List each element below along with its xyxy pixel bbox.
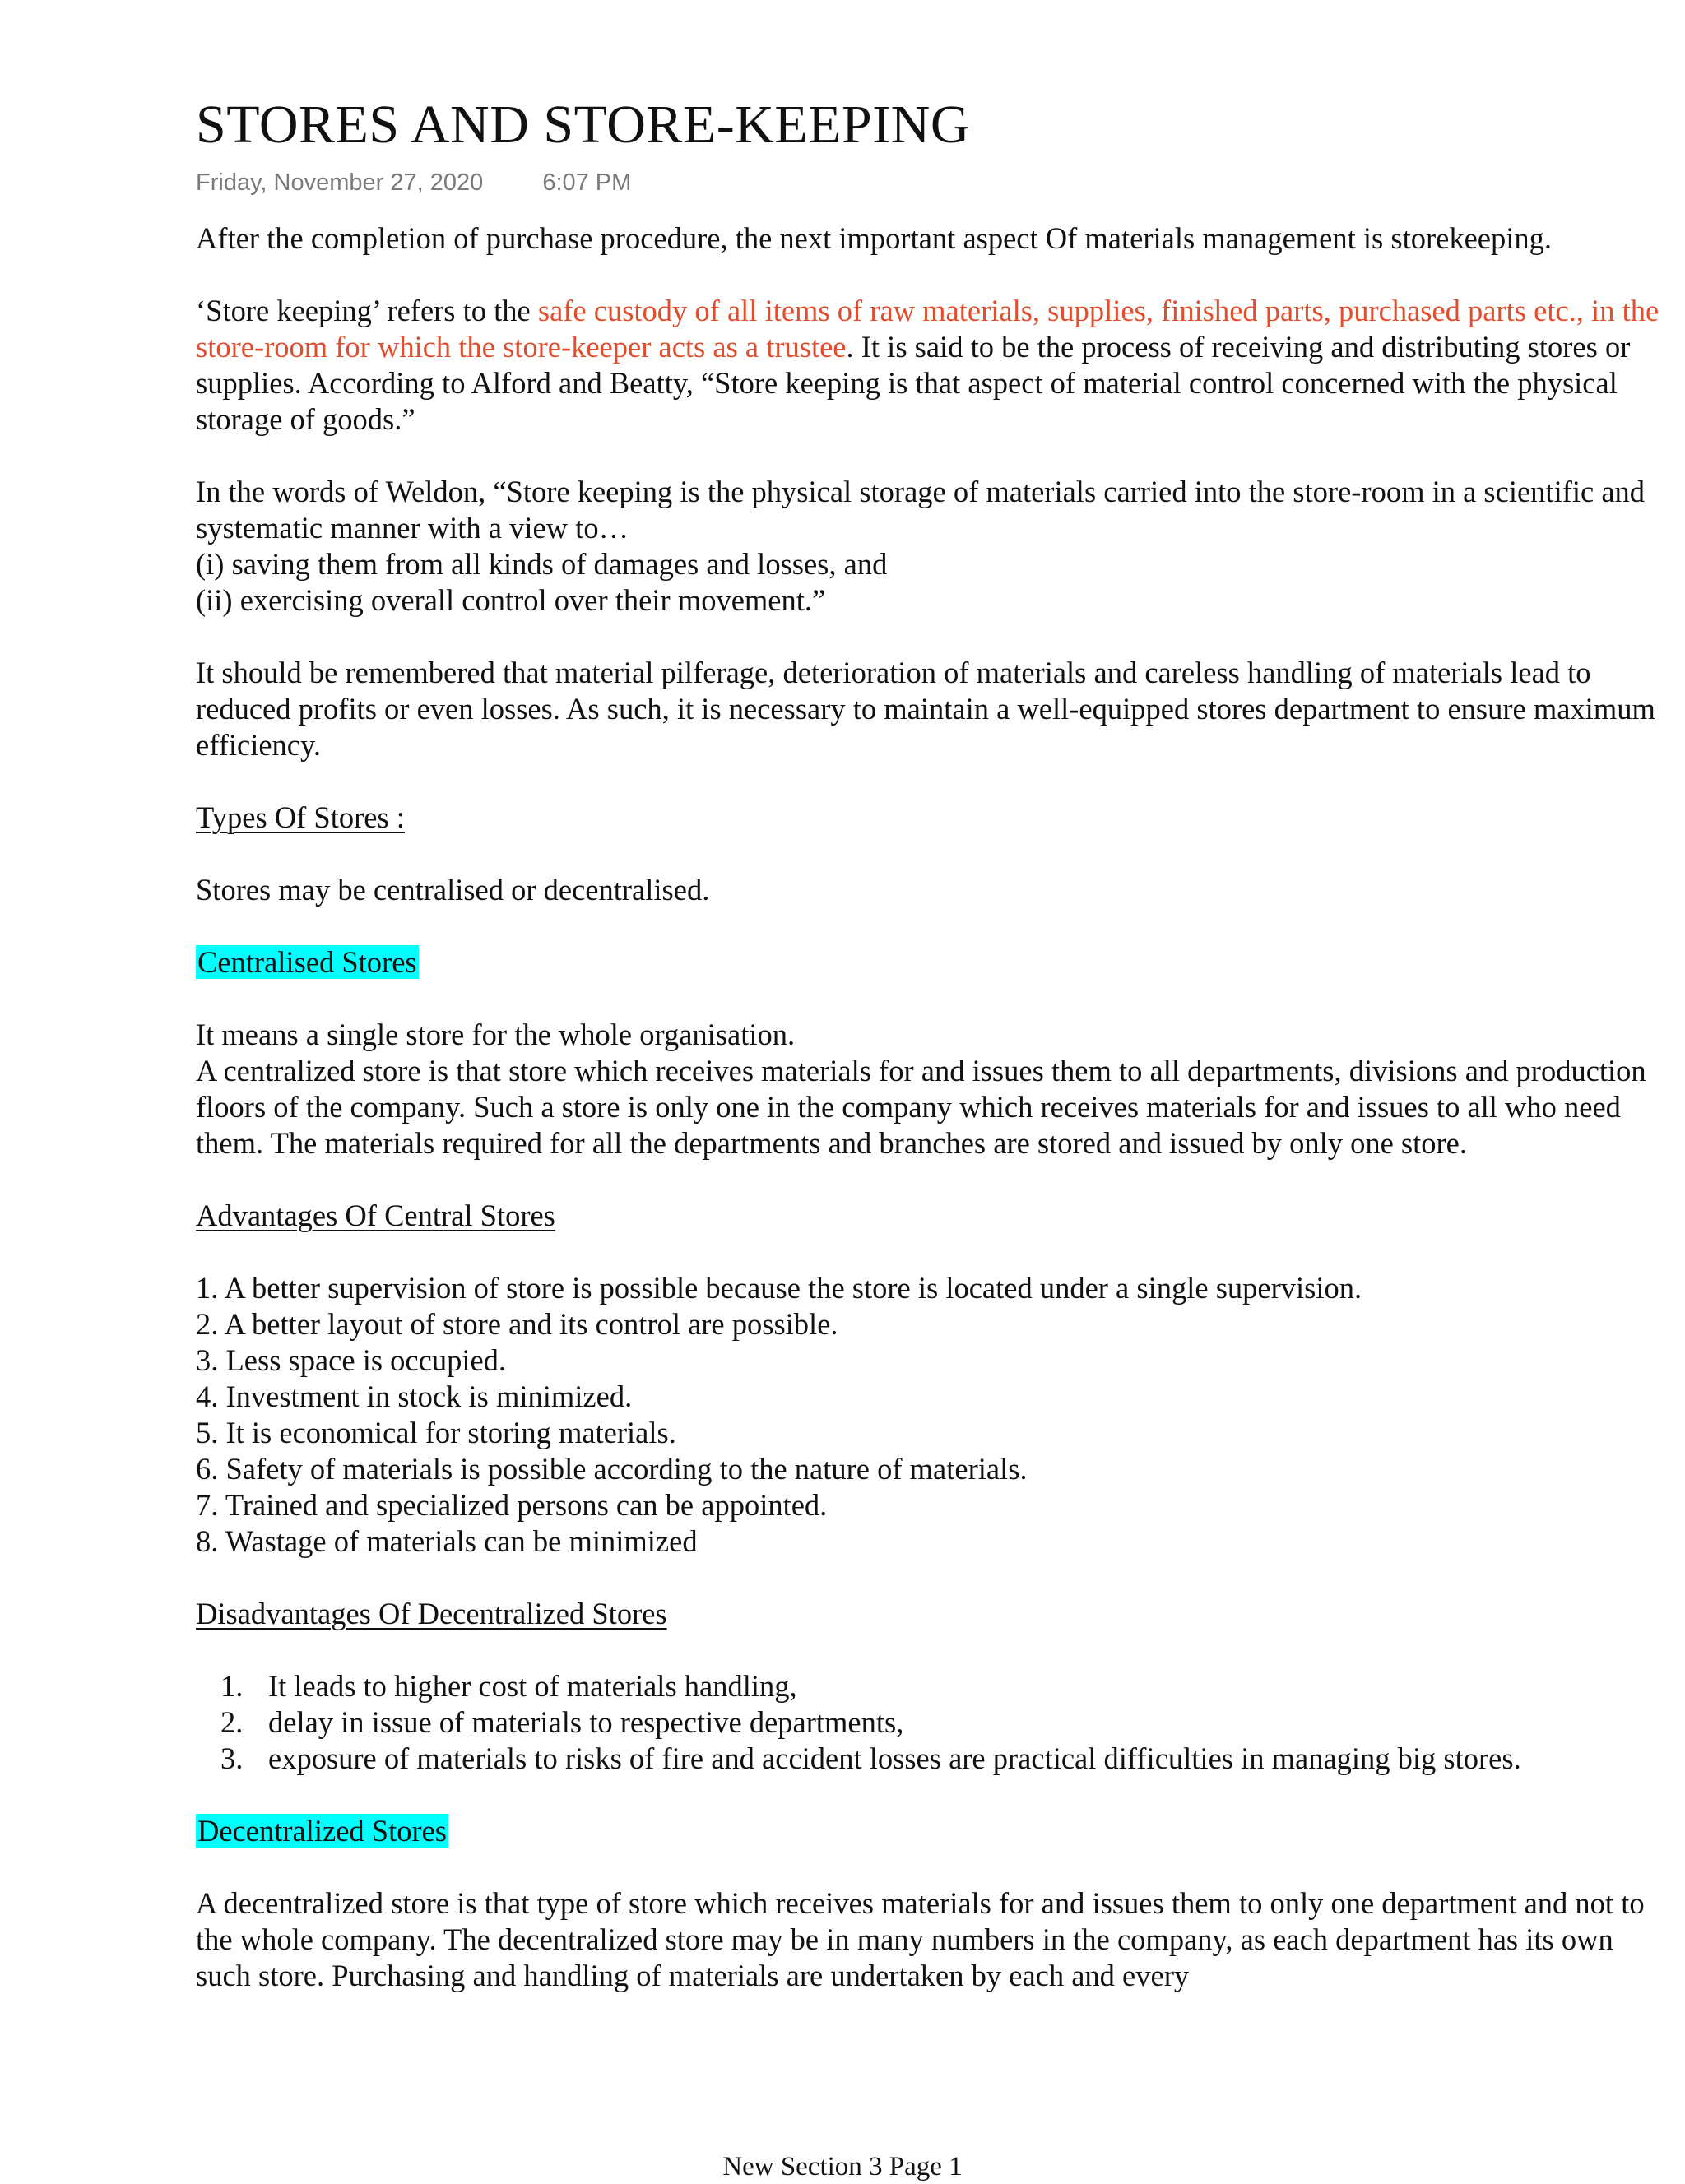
decentralized-stores-heading: Decentralized Stores bbox=[197, 1814, 448, 1848]
list-text: delay in issue of materials to respective departments, bbox=[268, 1705, 904, 1739]
time-text: 6:07 PM bbox=[542, 169, 632, 196]
advantages-list bbox=[196, 1270, 1669, 1560]
centralised-stores-heading: Centralised Stores bbox=[197, 945, 417, 979]
list-text: It leads to higher cost of materials handling, bbox=[268, 1669, 797, 1703]
list-item: 7. Trained and specialized persons can be appointed. bbox=[196, 1488, 828, 1522]
decentralized-stores-heading-row bbox=[196, 1813, 1669, 1849]
types-of-stores-text: Stores may be centralised or decentralised. bbox=[196, 873, 710, 907]
list-item: 3. Less space is occupied. bbox=[196, 1343, 507, 1377]
list-item bbox=[196, 1668, 1669, 1704]
disadvantages-heading: Disadvantages Of Decentralized Stores bbox=[196, 1597, 667, 1630]
weldon-quote-item-i: (i) saving them from all kinds of damages and losses, and bbox=[196, 547, 888, 581]
centralised-description: A centralized store is that store which receives materials for and issues them to all departments, divisions and production floors of the company. Such a store is only one in the company which receives materials for and issues to all who need them. The materials required for all the departments and branches are stored and issued by only one store. bbox=[196, 1054, 1646, 1160]
list-item: 1. A better supervision of store is possible because the store is located under a single supervision. bbox=[196, 1271, 1362, 1305]
page-title: STORES AND STORE-KEEPING bbox=[196, 95, 970, 155]
weldon-quote-item-ii: (ii) exercising overall control over their movement.” bbox=[196, 583, 826, 617]
advantages-heading: Advantages Of Central Stores bbox=[196, 1199, 555, 1232]
highlighted-definition-text: safe custody of all items of raw materials, supplies, finished parts, purchased parts etc., in the store-room for which the store-keeper acts as a trustee bbox=[196, 294, 1659, 364]
disadvantages-list bbox=[196, 1668, 1669, 1777]
page-content bbox=[196, 92, 1669, 1994]
list-item bbox=[196, 1741, 1669, 1777]
list-item bbox=[196, 1704, 1669, 1741]
definition-lead-text: ‘Store keeping’ refers to the bbox=[196, 294, 538, 327]
date-text: Friday, November 27, 2020 bbox=[196, 169, 484, 196]
decentralized-description: A decentralized store is that type of store which receives materials for and issues them to only one department and not to the whole company. The decentralized store may be in many numbers in the company, as each department has its own such store. Purchasing and handling of materials are undertaken by each and every bbox=[196, 1886, 1645, 1992]
page-footer: New Section 3 Page 1 bbox=[722, 2152, 963, 2182]
types-of-stores-heading: Types Of Stores : bbox=[196, 800, 405, 834]
list-number: 3. bbox=[220, 1741, 244, 1775]
list-item: 2. A better layout of store and its control are possible. bbox=[196, 1307, 838, 1341]
list-item: 4. Investment in stock is minimized. bbox=[196, 1379, 633, 1413]
list-number: 2. bbox=[220, 1705, 244, 1739]
weldon-quote-paragraph bbox=[196, 474, 1669, 619]
pilferage-paragraph: It should be remembered that material pilferage, deterioration of materials and careless handling of materials lead to reduced profits or even losses. As such, it is necessary to maintain a well-equipped stores department to ensure maximum efficiency. bbox=[196, 656, 1655, 762]
centralised-stores-heading-row bbox=[196, 944, 1669, 981]
list-item: 5. It is economical for storing materials. bbox=[196, 1416, 676, 1449]
timestamp bbox=[196, 169, 1669, 202]
weldon-quote-line: In the words of Weldon, “Store keeping is the physical storage of materials carried into the store-room in a scientific and systematic manner with a view to… bbox=[196, 475, 1646, 545]
intro-paragraph: After the completion of purchase procedure, the next important aspect Of materials management is storekeeping. bbox=[196, 221, 1552, 255]
definition-tail-text: . It is said to be the process of receiving and distributing stores or supplies. According to Alford and Beatty, “Store keeping is that aspect of material control concerned with the physical storage of goods.” bbox=[196, 330, 1631, 436]
document-body bbox=[196, 220, 1669, 1994]
list-item: 6. Safety of materials is possible according to the nature of materials. bbox=[196, 1452, 1028, 1486]
storekeeping-definition-paragraph bbox=[196, 293, 1669, 438]
centralised-definition-line: It means a single store for the whole organisation. bbox=[196, 1018, 796, 1051]
list-number: 1. bbox=[220, 1669, 244, 1703]
list-text: exposure of materials to risks of fire and accident losses are practical difficulties in managing big stores. bbox=[268, 1741, 1521, 1775]
list-item: 8. Wastage of materials can be minimized bbox=[196, 1524, 698, 1558]
